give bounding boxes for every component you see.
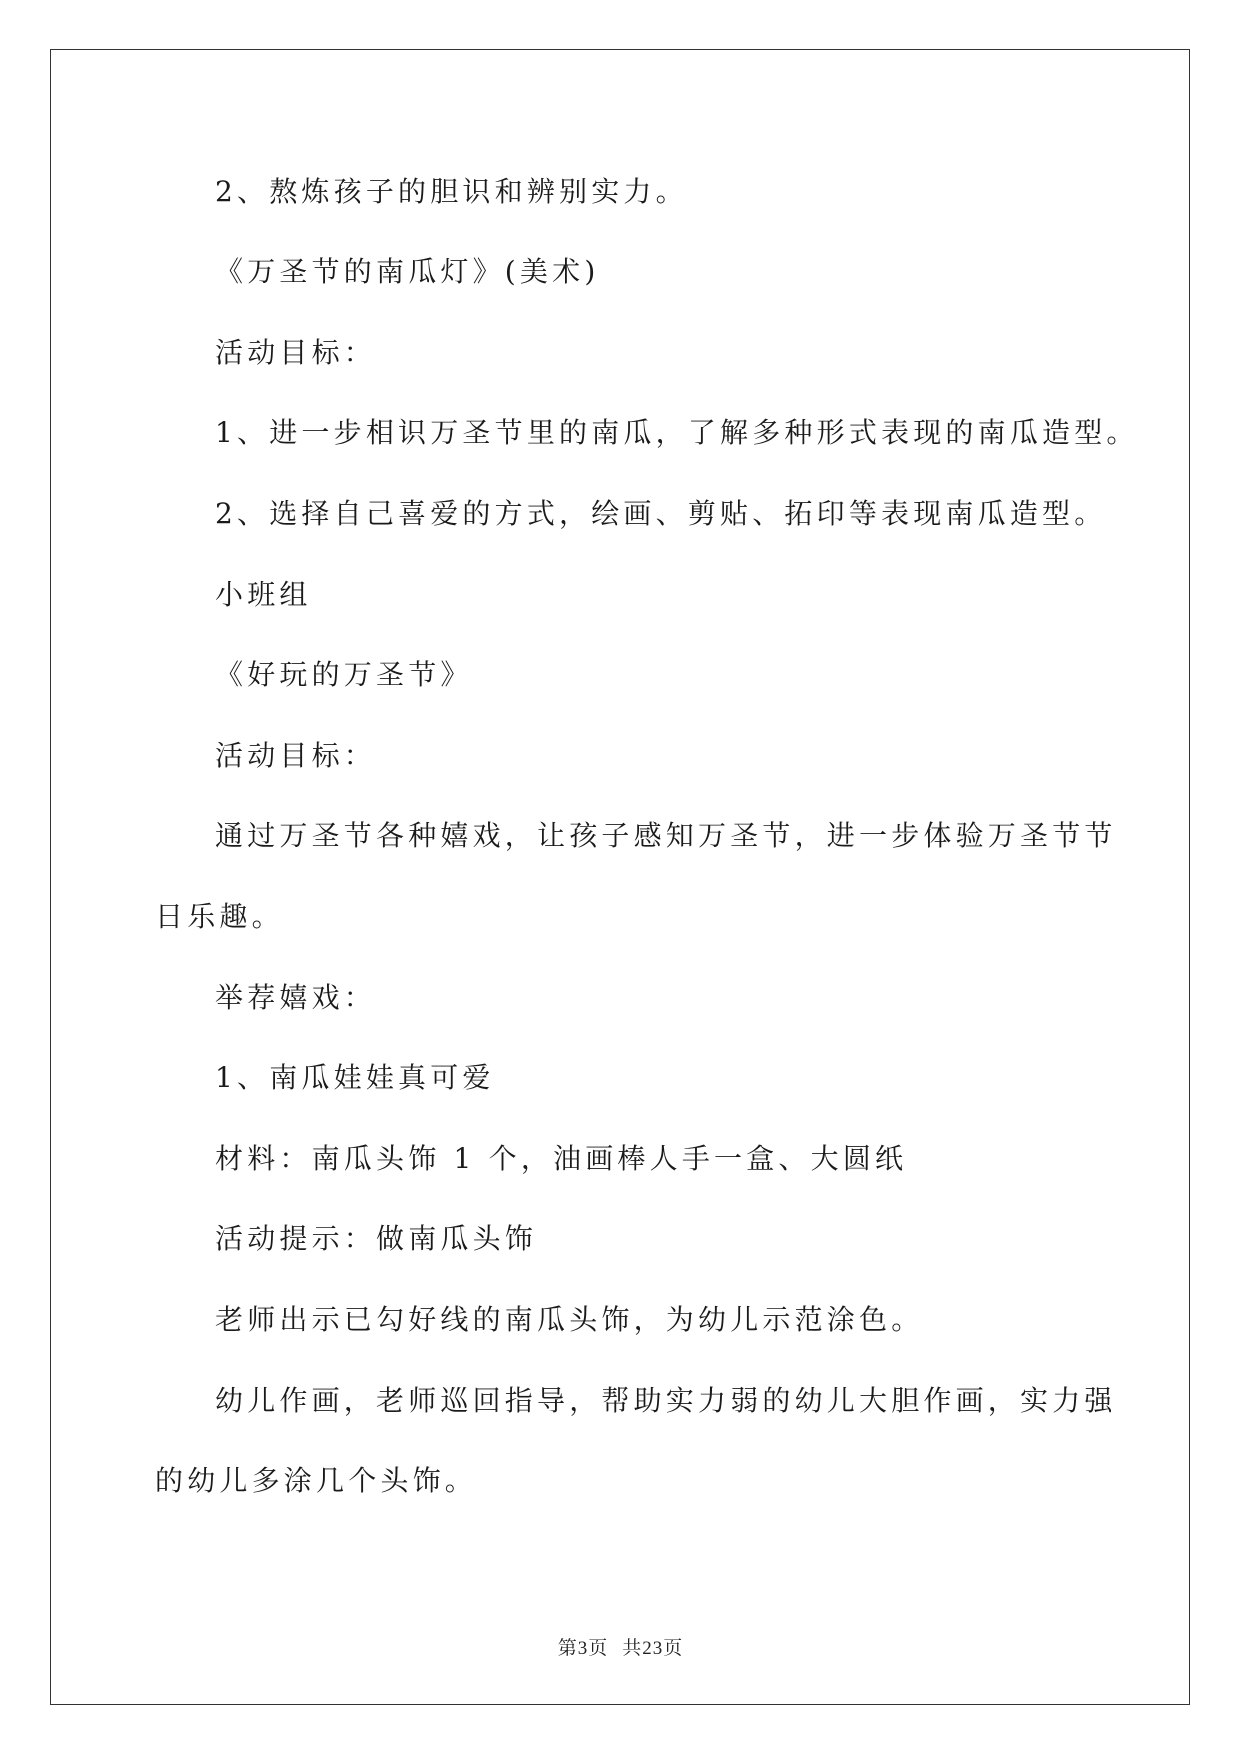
- paragraph-line: 材料：南瓜头饰 1 个，油画棒人手一盒、大圆纸: [215, 1142, 908, 1175]
- paragraph-line: 1、进一步相识万圣节里的南瓜，了解多种形式表现的南瓜造型。: [215, 416, 1139, 449]
- paragraph-heading: 活动目标：: [215, 336, 377, 369]
- footer-prefix: 第: [557, 1637, 578, 1659]
- group-heading: 小班组: [215, 578, 312, 611]
- footer-suffix: 页: [663, 1637, 684, 1659]
- section-title: 《好玩的万圣节》: [215, 658, 473, 691]
- paragraph-line: 老师出示已勾好线的南瓜头饰，为幼儿示范涂色。: [215, 1303, 924, 1336]
- paragraph-line: 1、南瓜娃娃真可爱: [215, 1061, 495, 1094]
- paragraph-line-continued: 的幼儿多涂几个头饰。: [155, 1464, 478, 1497]
- current-page-number: 3: [577, 1638, 589, 1659]
- paragraph-heading: 举荐嬉戏：: [215, 981, 377, 1014]
- total-pages-number: 23: [642, 1638, 664, 1659]
- page-border: [50, 49, 1190, 1705]
- footer-mid: 页 共: [588, 1637, 643, 1659]
- paragraph-heading: 活动目标：: [215, 739, 377, 772]
- page-footer: [0, 1636, 1241, 1661]
- section-title: 《万圣节的南瓜灯》(美术): [215, 255, 600, 288]
- paragraph-line-continued: 日乐趣。: [155, 900, 284, 933]
- paragraph-line: 通过万圣节各种嬉戏，让孩子感知万圣节，进一步体验万圣节节: [215, 819, 1117, 852]
- paragraph-line: 活动提示：做南瓜头饰: [215, 1222, 538, 1255]
- paragraph-line: 幼儿作画，老师巡回指导，帮助实力弱的幼儿大胆作画，实力强: [215, 1384, 1117, 1417]
- paragraph-line: 2、选择自己喜爱的方式，绘画、剪贴、拓印等表现南瓜造型。: [215, 497, 1107, 530]
- paragraph-line: 2、熬炼孩子的胆识和辨别实力。: [215, 175, 688, 208]
